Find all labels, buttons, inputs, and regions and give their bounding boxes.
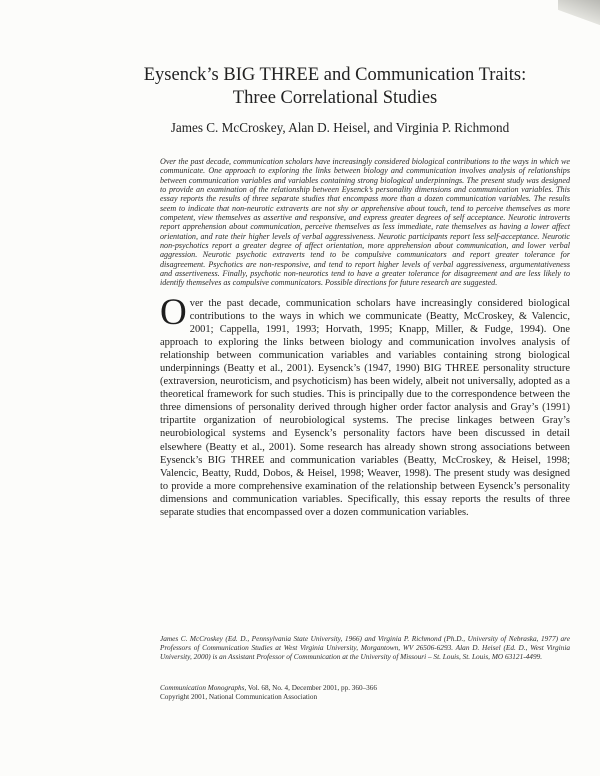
publication-citation [160, 684, 570, 702]
body-text: ver the past decade, communication scholars have increasingly considered biological contributions to the ways in which we communicate (Beatty, McCroskey, & Valencic, 2001; Cappella, 1991, 1993; Horvath, 1995; Knapp, Miller, & Fudge, 1994). One approach to exploring the links between biology and communication involves analysis of relationship between communication variables and variables containing strong biological underpinnings (Beatty et al., 2001). Eysenck’s (1947, 1990) BIG THREE personality structure (extraversion, neuroticism, and psychoticism) has been widely, albeit not universally, adopted as a theoretical framework for such studies. This is principally due to the correspondence between the three dimensions of personality derived through higher order factor analysis and Gray’s (1991) tripartite organization of neurobiological systems. The precise linkages between Gray’s neurobiological systems and Eysenck’s personality factors have been discussed in detail elsewhere (Beatty et al., 2001). Some research has already shown strong associations between Eysenck’s BIG THREE and communication variables (Beatty, McCroskey, & Heisel, 1998; Valencic, Beatty, Rudd, Dobos, & Heisel, 1998; Weaver, 1998). The present study was designed to provide a more comprehensive examination of the relationship between Eysenck’s personality dimensions and communication variables. Specifically, this essay reports the results of three separate studies that encompassed over a dozen communication variables. [160, 298, 570, 518]
copyright-line: Copyright 2001, National Communication Association [160, 693, 318, 701]
abstract: Over the past decade, communication scholars have increasingly considered biological contributions to the ways in which we communicate. One approach to exploring the links between biology and communication involves analysis of relationships between communication variables and variables containing strong biological underpinnings. The present study was designed to provide an examination of the relationship between Eysenck’s personality dimensions and communication variables. This essay reports the results of three separate studies that encompass more than a dozen communication variables. The results seem to indicate that non-neurotic extraverts are not shy or apprehensive about touch, tend to perceive themselves as more competent, view themselves as assertive and responsive, and express greater degrees of self acceptance. Neurotic introverts report apprehension about communication, perceive themselves as less immediate, rate themselves as having a lower affect orientation, and rate their higher levels of verbal aggressiveness. Neurotic participants report less self-acceptance. Neurotic non-psychotics report a greater degree of affect orientation, more apprehension about communication, and lower verbal aggression. Neurotic psychotic extraverts tend to be compulsive communicators and report greater tolerance for disagreement. Psychotics are non-responsive, and tend to report higher levels of verbal aggressiveness, argumentativeness and assertiveness. Finally, psychotic non-neurotics tend to have a greater tolerance for disagreement and are less likely to identify themselves as compulsive communicators. Possible directions for future research are suggested. [160, 157, 570, 288]
article-title [100, 64, 570, 110]
title-line-1: Eysenck’s BIG THREE and Communication Traits: [143, 65, 527, 85]
author-footnote: James C. McCroskey (Ed. D., Pennsylvania State University, 1966) and Virginia P. Richmond (Ph.D., University of Nebraska, 1977) are Professors of Communication Studies at West Virginia University, Morgantown, WV 26506-6293. Alan D. Heisel (Ed. D., West Virginia University, 2000) is an Assistant Professor of Communication at the University of Missouri – St. Louis, St. Louis, MO 63121-4499. [160, 634, 570, 661]
drop-cap: O [160, 292, 187, 333]
author-list: James C. McCroskey, Alan D. Heisel, and Virginia P. Richmond [170, 120, 510, 135]
journal-name: Communication Monographs [160, 684, 245, 692]
body-paragraph [160, 292, 570, 519]
title-line-2: Three Correlational Studies [232, 88, 438, 108]
journal-info: , Vol. 68, No. 4, December 2001, pp. 360–366 [244, 684, 377, 692]
journal-line [160, 684, 570, 693]
page-corner-fold [558, 0, 600, 30]
